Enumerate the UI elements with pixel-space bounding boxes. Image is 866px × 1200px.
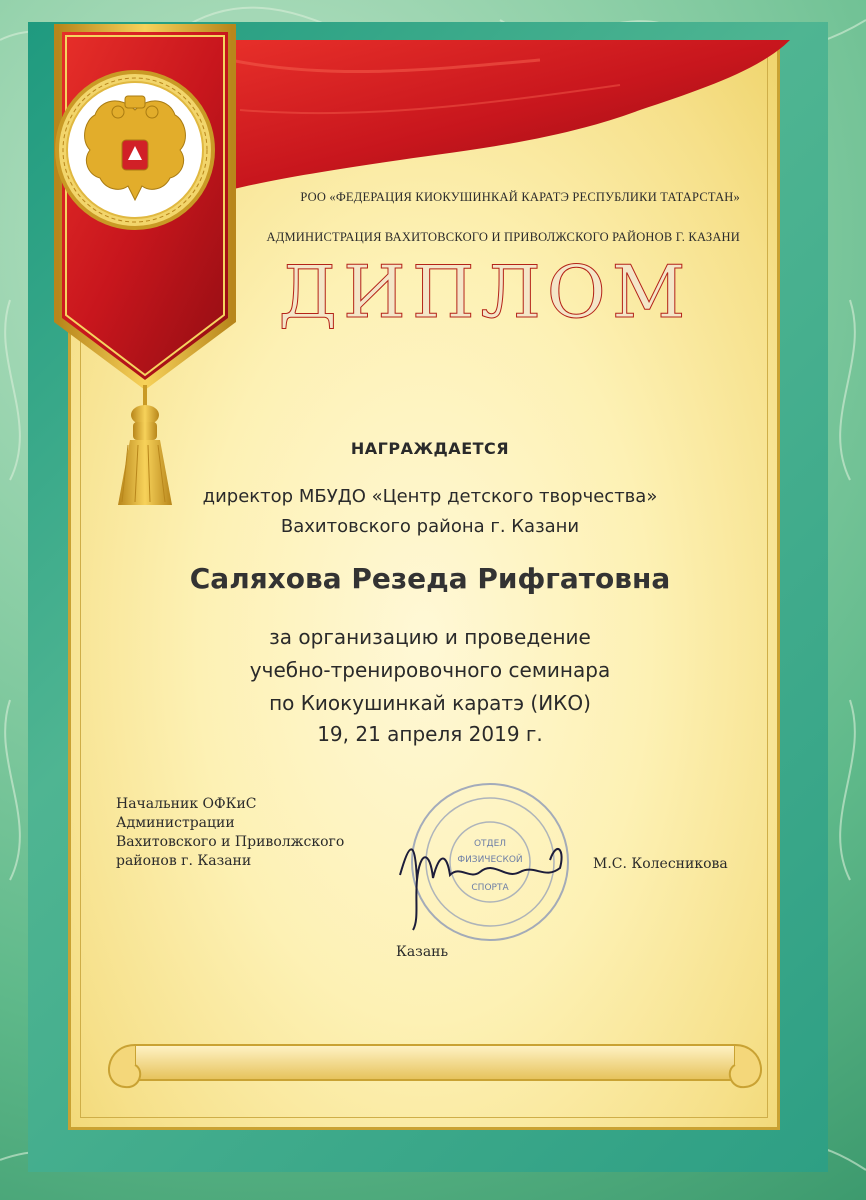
awarded-label: НАГРАЖДАЕТСЯ	[350, 439, 510, 458]
reason-line-3: по Киокушинкай каратэ (ИКО)	[269, 691, 591, 715]
recipient-position-1: директор МБУДО «Центр детского творчества»	[202, 486, 658, 507]
signatory-title-line: районов г. Казани	[116, 853, 252, 869]
signer-name: М.С. Колесникова	[593, 856, 728, 872]
stamp-text: ОТДЕЛ	[473, 839, 507, 849]
recipient-position-2: Вахитовского района г. Казани	[280, 516, 580, 537]
stamp-text: СПОРТА	[471, 883, 509, 893]
official-stamp	[385, 780, 585, 960]
organizer-line-2: АДМИНИСТРАЦИЯ ВАХИТОВСКОГО И ПРИВОЛЖСКОГО РАЙОНОВ Г. КАЗАНИ	[266, 230, 740, 244]
organizer-line-1: РОО «ФЕДЕРАЦИЯ КИОКУШИНКАЙ КАРАТЭ РЕСПУБЛИКИ ТАТАРСТАН»	[300, 190, 740, 204]
event-date: 19, 21 апреля 2019 г.	[317, 722, 543, 746]
bottom-scroll-ribbon	[95, 1025, 775, 1105]
signatory-title-line: Администрации	[116, 815, 235, 831]
diploma-title-text: ДИПЛОМ	[278, 250, 692, 334]
reason-line-1: за организацию и проведение	[269, 625, 591, 649]
diploma-title	[250, 250, 720, 334]
recipient-name: Саляхова Резеда Рифгатовна	[189, 562, 671, 595]
city-name: Казань	[396, 944, 449, 960]
signatory-title	[116, 795, 344, 871]
reason-line-2: учебно-тренировочного семинара	[249, 658, 611, 682]
stamp-text: ФИЗИЧЕСКОЙ	[457, 855, 523, 865]
signatory-title-line: Начальник ОФКиС	[116, 796, 257, 812]
signatory-title-line: Вахитовского и Приволжского	[116, 834, 345, 850]
